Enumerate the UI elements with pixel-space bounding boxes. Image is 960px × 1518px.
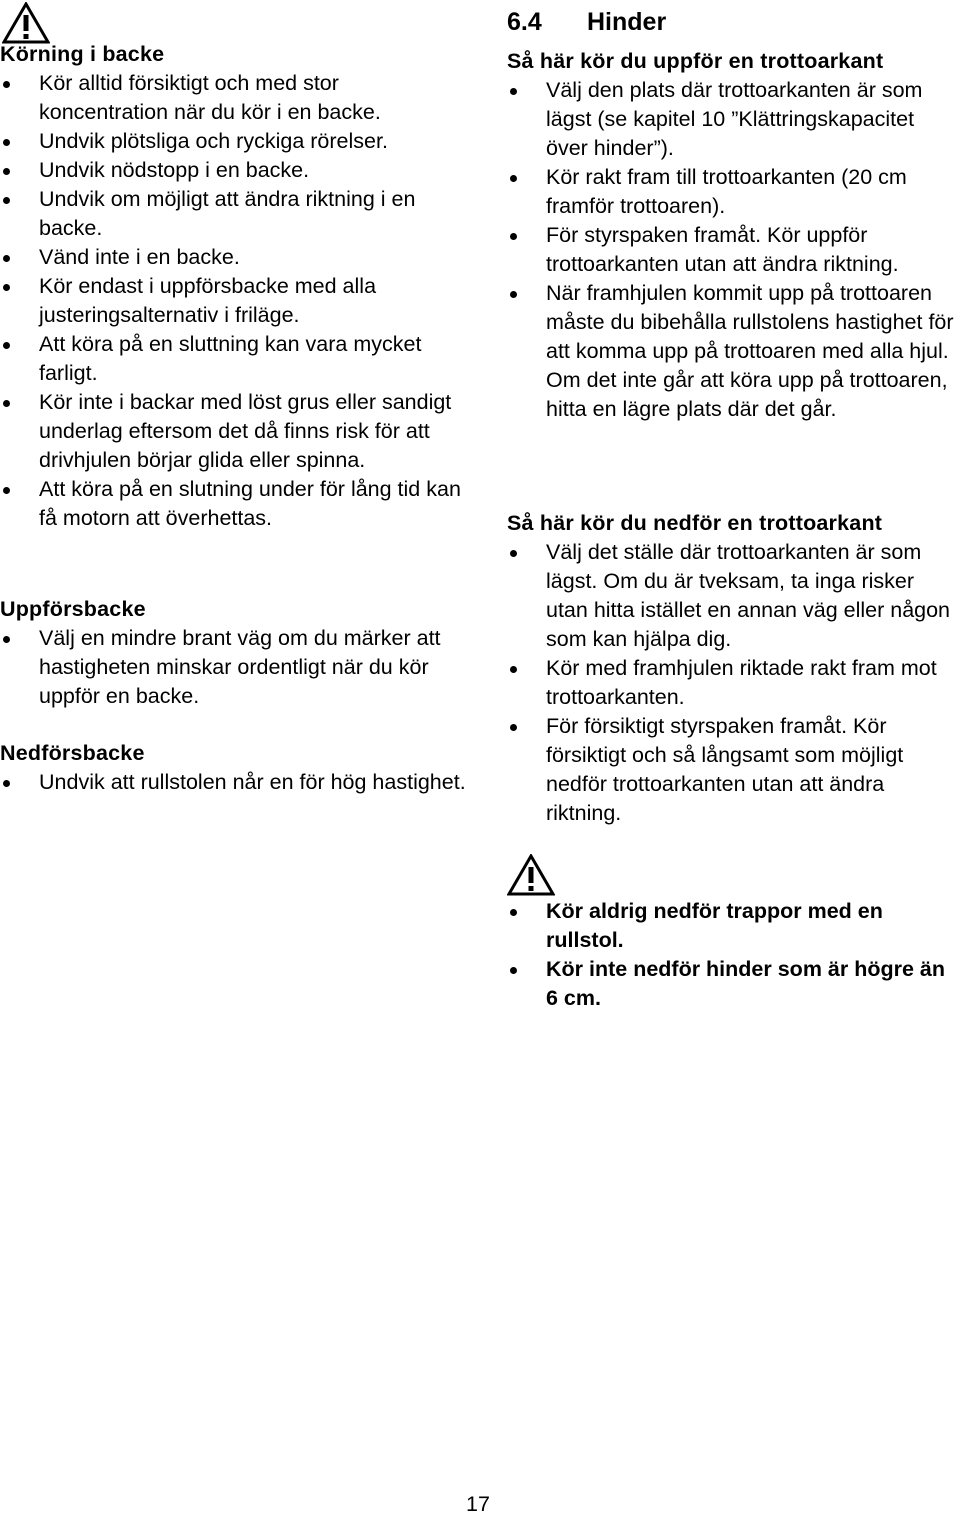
section-title-text: Hinder xyxy=(587,8,667,36)
list-item: När framhjulen kommit upp på trottoaren måste du bibehålla rullstolens hastighet för att komma upp på trottoaren med alla hjul. Om det inte går att köra upp på trottoaren, hitta en lägre plats där det går. xyxy=(507,279,960,424)
bullet-list xyxy=(0,69,470,533)
bullet-list xyxy=(507,538,960,828)
warning-triangle-icon xyxy=(2,2,50,44)
list-item: Kör rakt fram till trottoarkanten (20 cm framför trottoaren). xyxy=(507,163,960,221)
section-heading: Nedförsbacke xyxy=(0,741,145,765)
list-item: Kör endast i uppförsbacke med alla justeringsalternativ i friläge. xyxy=(0,272,470,330)
warning-item: Kör inte nedför hinder som är högre än 6 cm. xyxy=(507,955,960,1013)
list-item: Välj den plats där trottoarkanten är som lägst (se kapitel 10 ”Klättringskapacitet över hinder”). xyxy=(507,76,960,163)
section-title xyxy=(507,6,666,38)
section-heading: Så här kör du nedför en trottoarkant xyxy=(507,511,883,535)
right-column xyxy=(507,0,960,1010)
section-korning-i-backe xyxy=(0,40,470,533)
section-nedforsbacke xyxy=(0,739,470,797)
list-item: Kör med framhjulen riktade rakt fram mot trottoarkanten. xyxy=(507,654,960,712)
section-heading: Uppförsbacke xyxy=(0,597,146,621)
bullet-list xyxy=(507,76,960,424)
list-item: Att köra på en slutning under för lång tid kan få motorn att överhettas. xyxy=(0,475,470,533)
page-number: 17 xyxy=(466,1492,490,1516)
list-item: Vänd inte i en backe. xyxy=(0,243,470,272)
warning-triangle-icon xyxy=(507,854,555,896)
list-item: Välj det ställe där trottoarkanten är som lägst. Om du är tveksam, ta inga risker utan hitta istället en annan väg eller någon som kan hjälpa dig. xyxy=(507,538,960,654)
warning-section xyxy=(507,897,960,1013)
list-item: Undvik plötsliga och ryckiga rörelser. xyxy=(0,127,470,156)
section-nedfor-trottoarkant xyxy=(507,509,960,828)
bullet-list xyxy=(0,624,470,711)
section-heading: Körning i backe xyxy=(0,42,165,66)
warning-item: Kör aldrig nedför trappor med en rullstol. xyxy=(507,897,960,955)
section-uppfor-trottoarkant xyxy=(507,47,960,424)
list-item: Undvik om möjligt att ändra riktning i en backe. xyxy=(0,185,470,243)
section-number: 6.4 xyxy=(507,8,542,36)
list-item: Kör inte i backar med löst grus eller sandigt underlag eftersom det då finns risk för att drivhjulen börjar glida eller spinna. xyxy=(0,388,470,475)
list-item: Att köra på en sluttning kan vara mycket farligt. xyxy=(0,330,470,388)
left-column xyxy=(0,0,470,794)
section-heading: Så här kör du uppför en trottoarkant xyxy=(507,49,884,73)
list-item: För styrspaken framåt. Kör uppför trottoarkanten utan att ändra riktning. xyxy=(507,221,960,279)
bullet-list xyxy=(507,897,960,1013)
bullet-list xyxy=(0,768,470,797)
list-item: Undvik nödstopp i en backe. xyxy=(0,156,470,185)
list-item: För försiktigt styrspaken framåt. Kör försiktigt och så långsamt som möjligt nedför trottoarkanten utan att ändra riktning. xyxy=(507,712,960,828)
list-item: Kör alltid försiktigt och med stor koncentration när du kör i en backe. xyxy=(0,69,470,127)
list-item: Undvik att rullstolen når en för hög hastighet. xyxy=(0,768,470,797)
section-uppforsbacke xyxy=(0,595,470,711)
list-item: Välj en mindre brant väg om du märker att hastigheten minskar ordentligt när du kör uppför en backe. xyxy=(0,624,470,711)
